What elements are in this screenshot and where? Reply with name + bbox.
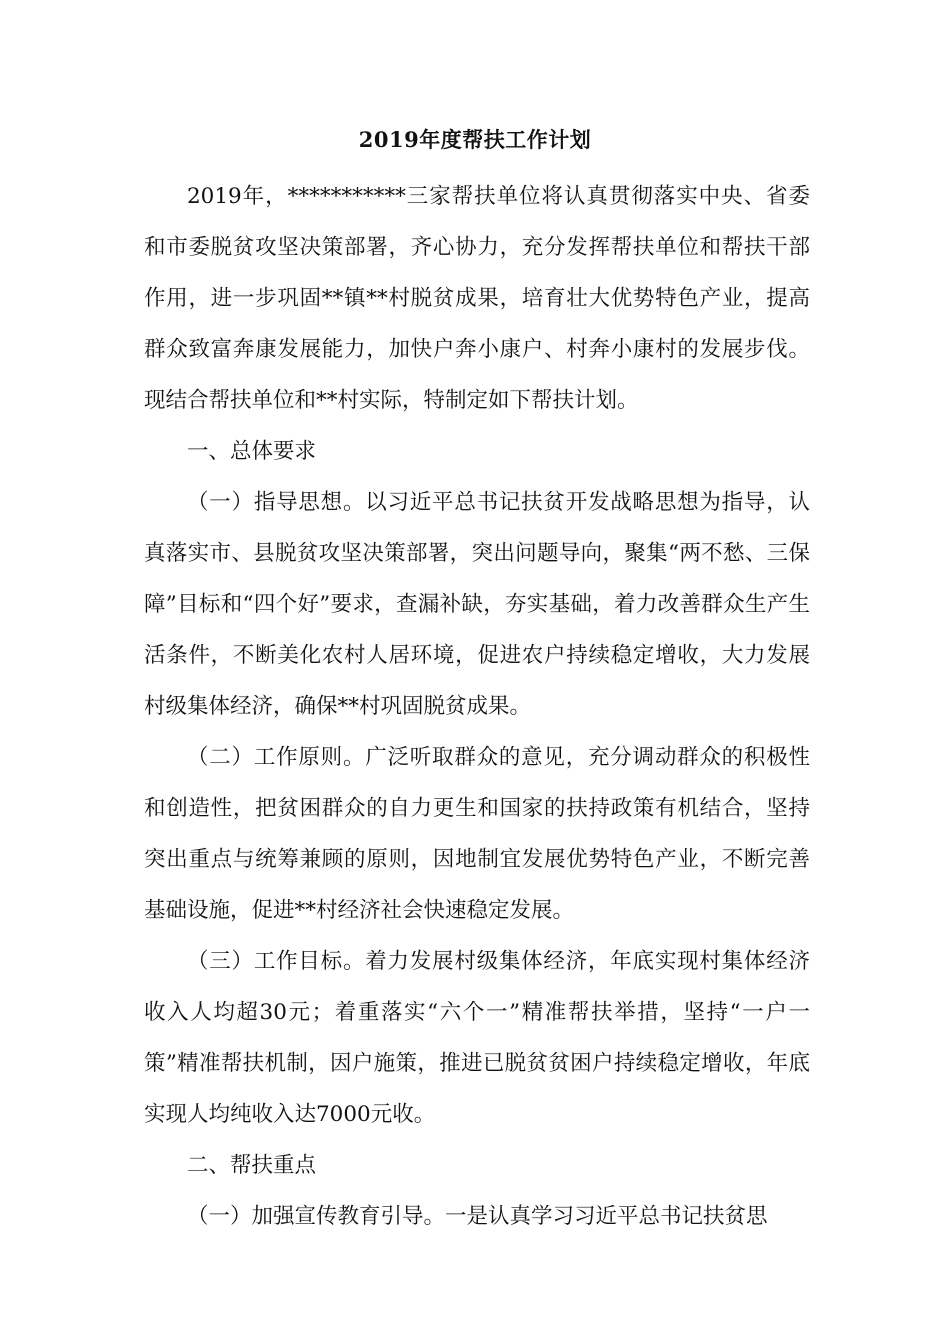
document-title: 2019年度帮扶工作计划: [358, 127, 592, 152]
paragraph-publicity-education: （一）加强宣传教育引导。一是认真学习习近平总书记扶贫思: [187, 1204, 768, 1229]
paragraph-guiding-ideology: （一）指导思想。以习近平总书记扶贫开发战略思想为指导，认真落实市、县脱贫攻坚决策部署，突出问题导向，聚集“两不愁、三保障”目标和“四个好”要求，查漏补缺，夯实基础，着力改善群众生产生活条件，不断美化农村人居环境，促进农户持续稳定增收，大力发展村级集体经济，确保**村巩固脱贫成果。: [144, 490, 810, 719]
section-heading-general-requirements: 一、总体要求: [187, 439, 317, 464]
paragraph-working-principles: （二）工作原则。广泛听取群众的意见，充分调动群众的积极性和创造性，把贫困群众的自力更生和国家的扶持政策有机结合，坚持突出重点与统筹兼顾的原则，因地制宜发展优势特色产业，不断完善基础设施，促进**村经济社会快速稳定发展。: [144, 745, 810, 923]
paragraph-work-goals: （三）工作目标。着力发展村级集体经济，年底实现村集体经济收入人均超30元；着重落实“六个一”精准帮扶举措，坚持“一户一策”精准帮扶机制，因户施策，推进已脱贫贫困户持续稳定增收，年底实现人均纯收入达7000元收。: [144, 949, 810, 1127]
document-body: [144, 171, 810, 1242]
section-heading-assistance-focus: 二、帮扶重点: [187, 1153, 317, 1178]
paragraph-intro: 2019年，***********三家帮扶单位将认真贯彻落实中央、省委和市委脱贫攻坚决策部署，齐心协力，充分发挥帮扶单位和帮扶干部作用，进一步巩固**镇**村脱贫成果，培育壮大优势特色产业，提高群众致富奔康发展能力，加快户奔小康户、村奔小康村的发展步伐。现结合帮扶单位和**村实际，特制定如下帮扶计划。: [144, 184, 810, 413]
